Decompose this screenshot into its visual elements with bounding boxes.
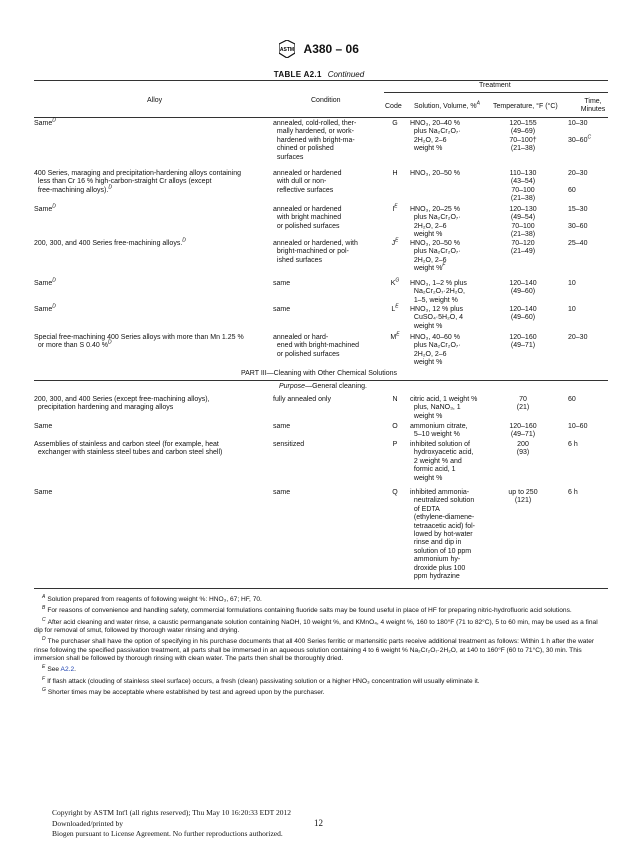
row-time: 10: [568, 306, 576, 313]
row-solution: HNO₃, 40–60 % plus Na₂Cr₂O₇· 2H₂O, 2–6 weight %: [410, 334, 461, 367]
row-alloy: Assemblies of stainless and carbon steel (for example, heat exchanger with stainless steel tubes and carbon steel shell): [34, 441, 223, 457]
row-code: H: [392, 170, 398, 177]
row-alloy: 200, 300, and 400 Series (except free-machining alloys), precipitation hardening and maraging alloys: [34, 396, 210, 412]
footnote-mark: B: [42, 605, 46, 612]
header-alloy: Alloy: [147, 97, 163, 104]
row-alloy: Same$^D$: [34, 117, 56, 127]
header-solution: Solution, Volume, %$^A$: [414, 100, 480, 110]
table-continued: Continued: [327, 70, 365, 79]
footnote-mark: D: [42, 636, 46, 643]
row-condition: annealed or hardened, with bright-machined or pol- ished surfaces: [273, 240, 358, 264]
footer-copyright: Copyright by ASTM Int'l (all rights reserved); Thu May 10 16:20:33 EDT 2012: [52, 808, 291, 817]
footnote: $^G$ Shorter times may be acceptable where established by test and agreed upon by the purchaser.: [42, 686, 325, 697]
row-alloy: 400 Series, maraging and precipitation-hardening alloys containing less than Cr 16 % high-carbon-straight Cr alloys (except free-machining alloys).$^D$: [34, 170, 242, 194]
purpose-line: Purpose—General cleaning.: [279, 383, 367, 390]
row-temperature: 70 (21): [516, 396, 530, 412]
row-code: $M^E$: [390, 331, 400, 341]
footnote: $^B$ For reasons of convenience and handling safety, commercial formulations containing fluoride salts may be found useful in place of HF for preparing nitric-hydrofluoric acid solutions.: [42, 605, 572, 615]
header-bottom-rule: [34, 117, 608, 118]
row-code: N: [392, 396, 398, 403]
row-solution: HNO₃, 20–50 %: [410, 170, 460, 177]
row-condition: annealed or hardened with bright machined or polished surfaces: [273, 206, 342, 230]
row-code: Q: [392, 489, 398, 496]
row-time: 20–30 60: [568, 170, 588, 194]
part3-rule: [34, 380, 608, 381]
row-alloy: Same$^D$: [34, 203, 56, 213]
page-number: 12: [314, 818, 323, 828]
row-alloy: Special free-machining 400 Series alloys with more than Mn 1.25 % or more than S 0.40 %$^D$: [34, 334, 244, 350]
row-temperature: up to 250 (121): [508, 489, 538, 505]
header-treatment: Treatment: [479, 82, 511, 89]
row-condition: annealed or hard- ened with bright-machined or polished surfaces: [273, 334, 359, 358]
svg-text:ASTM: ASTM: [279, 47, 295, 53]
footnote-mark: C: [42, 616, 46, 623]
row-condition: same: [273, 280, 291, 287]
table-title: [0, 70, 638, 79]
row-condition: fully annealed only: [273, 396, 331, 403]
row-solution: citric acid, 1 weight % plus, NaNO₃, 1 weight %: [410, 396, 478, 420]
row-code: $L^E$: [391, 303, 399, 313]
footnote: $^C$ After acid cleaning and water rinse, a caustic permanganate solution containing NaOH, 10 weight %, and KMnO₄, 4 weight %, 160 to 180°F (71 to 82°C), 5 to 60 min, may be used as a final dip for removal of smut, followed by thorough water rinsing and drying.: [34, 616, 598, 635]
row-code: G: [392, 120, 398, 127]
row-time: 10–30 $30-60^C$: [568, 120, 592, 144]
row-solution: HNO₃, 20–50 % plus Na₂Cr₂O₇· 2H₂O, 2–6 weight %$^F$: [410, 240, 461, 273]
row-temperature: 120–160 (49–71): [509, 334, 537, 350]
row-time: 20–30: [568, 334, 588, 341]
row-code: O: [392, 423, 398, 430]
footnote-mark: F: [42, 675, 46, 682]
row-temperature: 120–140 (49–60): [509, 280, 537, 296]
row-condition: same: [273, 489, 291, 496]
document-header: [0, 40, 638, 58]
part3-heading: PART III—Cleaning with Other Chemical Solutions: [240, 370, 397, 377]
footnotes: [34, 593, 608, 697]
row-code: $K^G$: [390, 277, 400, 287]
row-solution: HNO₃, 20–25 % plus Na₂Cr₂O₇· 2H₂O, 2–6 weight %: [410, 206, 461, 239]
footnote: $^F$ If flash attack (clouding of stainless steel surface) occurs, a fresh (clean) passivating solution or a higher HNO₃ concentration will usually eliminate it.: [42, 675, 480, 685]
row-temperature: 70–120 (21–49): [510, 240, 536, 256]
header-time: Time, Minutes: [580, 98, 606, 114]
treatment-rule: [384, 92, 608, 93]
row-solution: HNO₃, 12 % plus CuSO₄·5H₂O, 4 weight %: [410, 306, 464, 330]
row-time: 6 h: [568, 441, 578, 448]
header-temperature: Temperature, °F (°C): [493, 103, 558, 110]
row-time: 25–40: [568, 240, 588, 247]
row-solution: HNO₃, 20–40 % plus Na₂Cr₂O₇· 2H₂O, 2–6 weight %: [410, 120, 461, 153]
row-solution: ammonium citrate, 5–10 weight %: [410, 423, 468, 439]
row-time: 10: [568, 280, 576, 287]
row-condition: annealed, cold-rolled, ther- mally hardened, or work- hardened with bright-ma- chined or polished surfaces: [273, 120, 357, 161]
footnote-link[interactable]: A2.2: [60, 666, 75, 674]
row-condition: same: [273, 423, 291, 430]
table-bottom-rule: [34, 588, 608, 589]
footnote: $^A$ Solution prepared from reagents of following weight %: HNO₃, 67; HF, 70.: [42, 594, 262, 604]
row-temperature: 120–155 (49–69) 70–100† (21–38): [509, 120, 537, 153]
row-time: 10–60: [568, 423, 588, 430]
row-solution: inhibited ammonia- neutralized solution of EDTA (ethylene-diamene- tetraacetic acid) fol- lowed by hot-water rinse and dip in solution of 10 ppm ammonium hy- droxide plus 100 ppm hydrazine: [410, 489, 475, 581]
row-solution: HNO₃, 1–2 % plus Na₂Cr₂O₇·2H₂O, 1–5, weight %: [410, 280, 467, 304]
row-temperature: 120–140 (49–60): [509, 306, 537, 322]
footnote: $^E$ See A2.2.: [42, 664, 76, 674]
footnote-mark: G: [42, 686, 46, 693]
footnote-mark: A: [42, 594, 46, 600]
row-code: $J^E$: [391, 237, 399, 247]
row-time: 6 h: [568, 489, 578, 496]
row-condition: annealed or hardened with dull or non- reflective surfaces: [273, 170, 342, 194]
table-label: TABLE A2.1: [273, 70, 322, 79]
row-time: 15–30 30–60: [568, 206, 588, 230]
row-temperature: 120–130 (49–54) 70–100 (21–38): [509, 206, 537, 239]
row-condition: sensitized: [273, 441, 305, 448]
page-footer: [52, 808, 291, 840]
footer-downloaded: Downloaded/printed by: [52, 818, 124, 828]
table-top-rule: [34, 80, 608, 81]
astm-logo-icon: [279, 40, 295, 58]
document-id: A380 – 06: [303, 42, 359, 56]
row-temperature: 200 (93): [516, 441, 530, 457]
row-alloy: 200, 300, and 400 Series free-machining alloys.$^D$: [34, 237, 186, 247]
header-code: Code: [385, 103, 402, 110]
header-condition: Condition: [311, 97, 341, 104]
row-condition: same: [273, 306, 291, 313]
footnote-mark: E: [42, 664, 46, 671]
row-code: P: [392, 441, 398, 448]
row-alloy: Same: [34, 489, 53, 496]
footer-license: Biogen pursuant to License Agreement. No further reproductions authorized.: [52, 829, 283, 838]
row-alloy: Same: [34, 423, 53, 430]
row-time: 60: [568, 396, 576, 403]
row-temperature: 120–160 (49–71): [509, 423, 537, 439]
row-solution: inhibited solution of hydroxyacetic acid, 2 weight % and formic acid, 1 weight %: [410, 441, 474, 482]
row-code: $I^E$: [392, 203, 398, 213]
row-temperature: 110–130 (43–54) 70–100 (21–38): [509, 170, 537, 203]
row-alloy: Same$^D$: [34, 303, 56, 313]
footnote: $^D$ The purchaser shall have the option of specifying in his purchase documents that all 400 Series ferritic or martensitic parts receive additional treatment as follows: Within 1 h after the water rinse following the specified passivation treatment, all parts shall be immersed in an aqueous solution containing 4 to 6 weight % Na₂Cr₂O₇·2H₂O, at 140 to 160°F (60 to 71°C), 30 min. This immersion shall be followed by thorough rinsing with clean water. The parts then shall be thoroughly dried.: [34, 636, 595, 662]
row-alloy: Same$^D$: [34, 277, 56, 287]
